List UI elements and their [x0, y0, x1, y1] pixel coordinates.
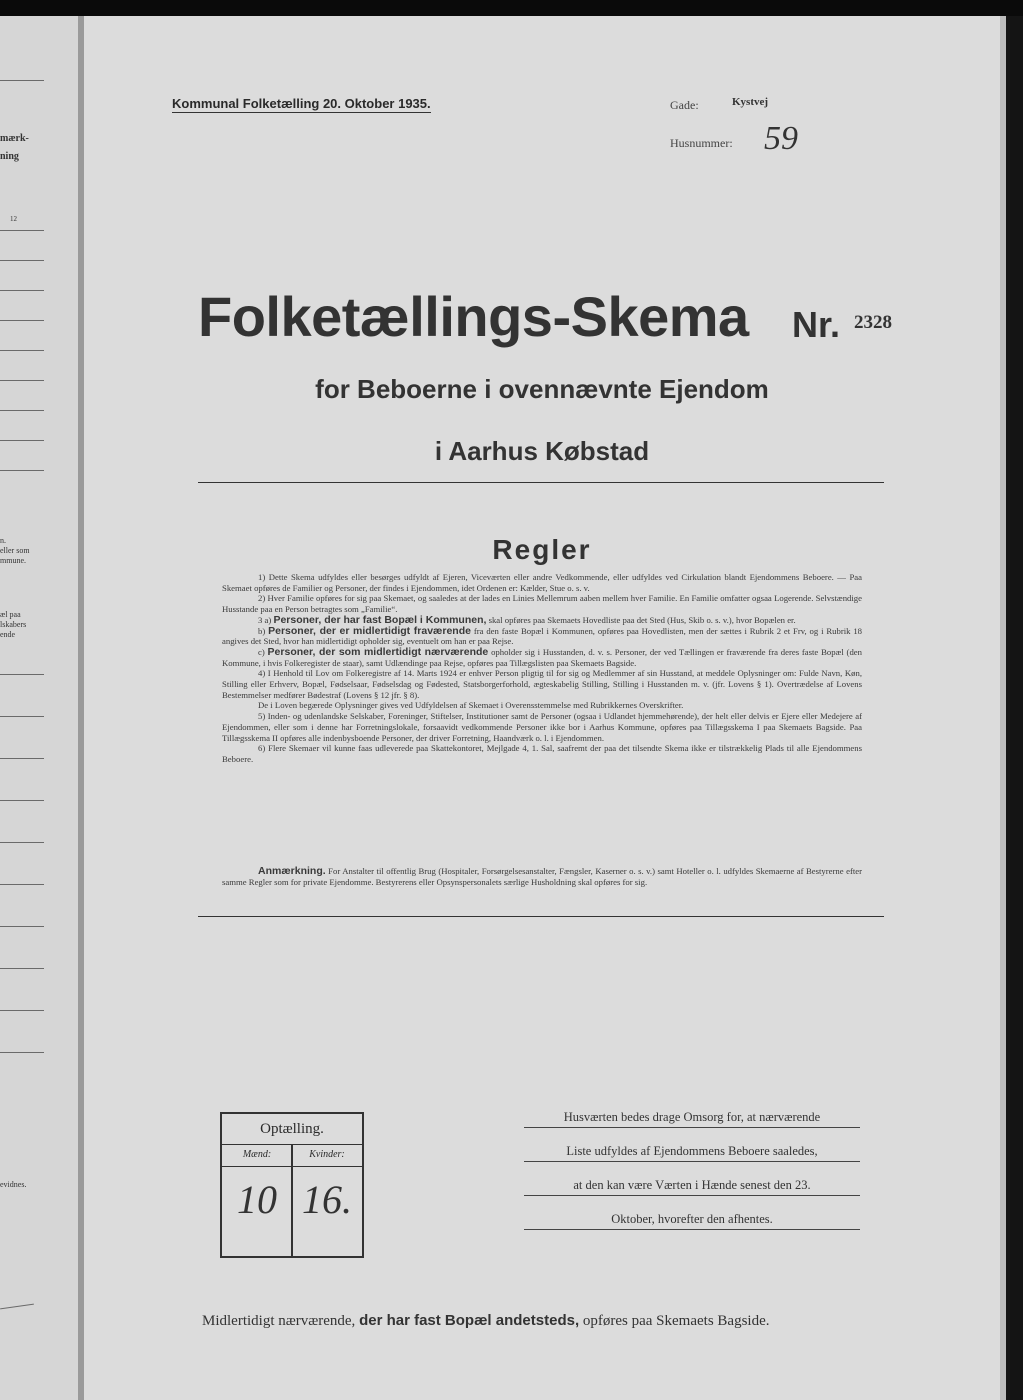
left-page-pen-stroke [0, 1304, 34, 1310]
left-page-rule [0, 470, 44, 471]
street-label: Gade: [670, 98, 699, 112]
rule-3b-text: fra den faste Bopæl i Kommunen, opføres paa Hovedlisten, men der sættes i Rubrik 2 et Frv, og i Rubrik 18 angives det Sted, hvor han midlertidigt opholder sig, eventuelt om han er paa Rejse. [222, 625, 863, 647]
divider-rule [198, 916, 884, 917]
left-page-fragment: mærk- [0, 133, 29, 144]
left-page-fragment: ende [0, 630, 16, 639]
left-page-fragment: evidnes. [0, 1180, 27, 1189]
notice-line-4: Oktober, hvorefter den afhentes. [524, 1212, 860, 1230]
remark-text: For Anstalter til offentlig Brug (Hospitaler, Forsørgelsesanstalter, Fængsler, Kaserner o. s. v.) samt Hoteller o. l. udfyldes Skemaerne af Bestyrerne efter samme Regler som for private Ejendomme. Bestyrerens eller Opsynspersonalets særlige Husholdning skal opføres for sig. [222, 866, 863, 887]
left-page-rule [0, 350, 44, 351]
footer-text-pre: Midlertidigt nærværende, [202, 1313, 356, 1329]
left-page-fragment: mmune. [0, 556, 26, 565]
left-page-fragment: lskabers [0, 620, 27, 629]
right-page-edge [1000, 16, 1023, 1400]
form-title: Folketællings-Skema [198, 285, 749, 348]
rule-4: 4) I Henhold til Lov om Folkeregistre af 14. Marts 1924 er enhver Person pligtig til for sig og Medlemmer af sin Husstand, at meddele Oplysninger om: Fulde Navn, Køn, Stilling eller Erhverv, Bopæl, Fødselsaar, Fødselsdag og Fødested, Statsborgerforhold, ægteskabelig Stilling, Stilling i Husstanden m. v. (jfr. Lovens § 1). Overtrædelse af Lovens Bestemmelser medfører Bødestraf (Lovens § 12 jfr. § 8). [222, 668, 862, 700]
men-label: Mænd: [222, 1144, 292, 1167]
left-page-rule [0, 230, 44, 231]
footer-text-post: opføres paa Skemaets Bagside. [582, 1313, 770, 1329]
rules-body [222, 572, 862, 765]
left-page-rule [0, 320, 44, 321]
left-page-fragment: æl paa [0, 610, 21, 619]
rule-3b-number: b) [258, 625, 266, 636]
rule-4-note: De i Loven begærede Oplysninger gives ved Udfyldelsen af Skemaet i Overensstemmelse med Rubrikkernes Overskrifter. [258, 700, 684, 711]
left-page-rule [0, 968, 44, 969]
count-heading: Optælling. [222, 1114, 362, 1145]
rule-3c-number: c) [258, 646, 265, 657]
left-page-rule [0, 842, 44, 843]
men-count-handwritten: 10 [237, 1177, 277, 1222]
count-box [220, 1112, 364, 1258]
left-page-rule [0, 290, 44, 291]
left-page-rule [0, 674, 44, 675]
notice-line-3: at den kan være Værten i Hænde senest den 23. [524, 1178, 860, 1196]
left-page-rule [0, 758, 44, 759]
footer-note [202, 1312, 902, 1330]
left-page-rule [0, 716, 44, 717]
left-page-rule [0, 1052, 44, 1053]
left-page-rule [0, 884, 44, 885]
left-page-rule [0, 440, 44, 441]
rule-3c-text: opholder sig i Husstanden, d. v. s. Personer, der ved Tællingen er fraværende fra deres faste Bopæl (den Kommune, i hvis Folkeregister de staar), samt Udlændinge paa Rejse, opføres paa Tillægslisten paa Skemaets Bagside. [222, 646, 862, 668]
divider-rule [198, 482, 884, 483]
left-page-rule [0, 260, 44, 261]
rule-3a-number: 3 a) [258, 614, 272, 625]
women-count-handwritten: 16. [302, 1177, 352, 1222]
left-page-rule [0, 80, 44, 81]
rule-1: 1) Dette Skema udfyldes eller besørges udfyldt af Ejeren, Viceværten eller andre Vedkommende, eller udfyldes ved Cirkulation blandt Ejendommens Beboere. — Paa Skemaet opføres de Familier og Personer, der findes i Ejendommen, idet Ordenen er: Kælder, Stue o. s. v. [222, 572, 862, 593]
rule-6: 6) Flere Skemaer vil kunne faas udleverede paa Skattekontoret, Mejlgade 4, 1. Sal, saafremt der paa det tilsendte Skema ikke er tilstrækkelig Plads til alle Ejendommens Beboere. [222, 743, 862, 764]
rule-3c-heading: Personer, der som midlertidigt nærværende [267, 645, 489, 658]
rules-heading: Regler [492, 534, 592, 565]
rule-3b [222, 626, 862, 647]
census-form-page [84, 16, 1000, 1400]
rule-3a-heading: Personer, der har fast Bopæl i Kommunen, [273, 613, 487, 626]
rule-2: 2) Hver Familie opføres for sig paa Skemaet, og saaledes at der lades en Linies Mellemrum aaben mellem hver Familie. En Familie omfatter ogsaa Logerende. Selvstændige Husstande paa en Person betragtes som „Familie“. [222, 593, 862, 615]
street-value: Kystvej [732, 96, 769, 108]
house-number-label: Husnummer: [670, 136, 733, 150]
left-page-fragment: 12 [10, 215, 17, 223]
rule-5: 5) Inden- og udenlandske Selskaber, Foreninger, Stiftelser, Institutioner samt de Personer (ogsaa i Udlandet hjemmehørende), der helt eller delvis er Ejere eller Medejere af Ejendommen, eller som i denne har Forretningslokale, forsaavidt vedkommende Personer ikke bor i Aarhus Kommune, opføres paa Tillægsskema I paa Skemaets Bagside. Paa Tillægsskema II opføres alle indenbysboende Personer, der driver Forretning, Haandværk o. l. i Ejendommen. [222, 711, 862, 743]
form-number-value: 2328 [854, 312, 892, 333]
form-subtitle-1: for Beboerne i ovennævnte Ejendom [315, 374, 769, 404]
house-number-handwritten: 59 [764, 120, 798, 157]
form-number-label: Nr. [792, 304, 841, 345]
form-subtitle-2: i Aarhus Købstad [434, 436, 650, 466]
left-page-fragment: n. [0, 536, 6, 545]
left-adjacent-page [0, 16, 80, 1400]
left-page-fragment: ning [0, 151, 19, 162]
census-header: Kommunal Folketælling 20. Oktober 1935. [172, 96, 431, 111]
footer-text-bold: der har fast Bopæl andetsteds, [359, 1312, 580, 1329]
left-page-rule [0, 1010, 44, 1011]
rule-3a-text: skal opføres paa Skemaets Hovedliste paa det Sted (Hus, Skib o. s. v.), hvor Bopælen er. [488, 614, 796, 625]
rule-3b-heading: Personer, der er midlertidigt fraværende [268, 624, 471, 637]
remark-paragraph [222, 866, 862, 887]
left-page-rule [0, 380, 44, 381]
left-page-rule [0, 800, 44, 801]
remark-heading: Anmærkning. [258, 865, 326, 877]
left-page-rule [0, 926, 44, 927]
page-edge-strip [1000, 16, 1006, 1400]
women-label: Kvinder: [292, 1144, 362, 1167]
notice-line-2: Liste udfyldes af Ejendommens Beboere saaledes, [524, 1144, 860, 1162]
rule-3c [222, 647, 862, 668]
left-page-rule [0, 410, 44, 411]
notice-line-1: Husværten bedes drage Omsorg for, at nærværende [524, 1110, 860, 1128]
left-page-fragment: eller som [0, 546, 30, 555]
